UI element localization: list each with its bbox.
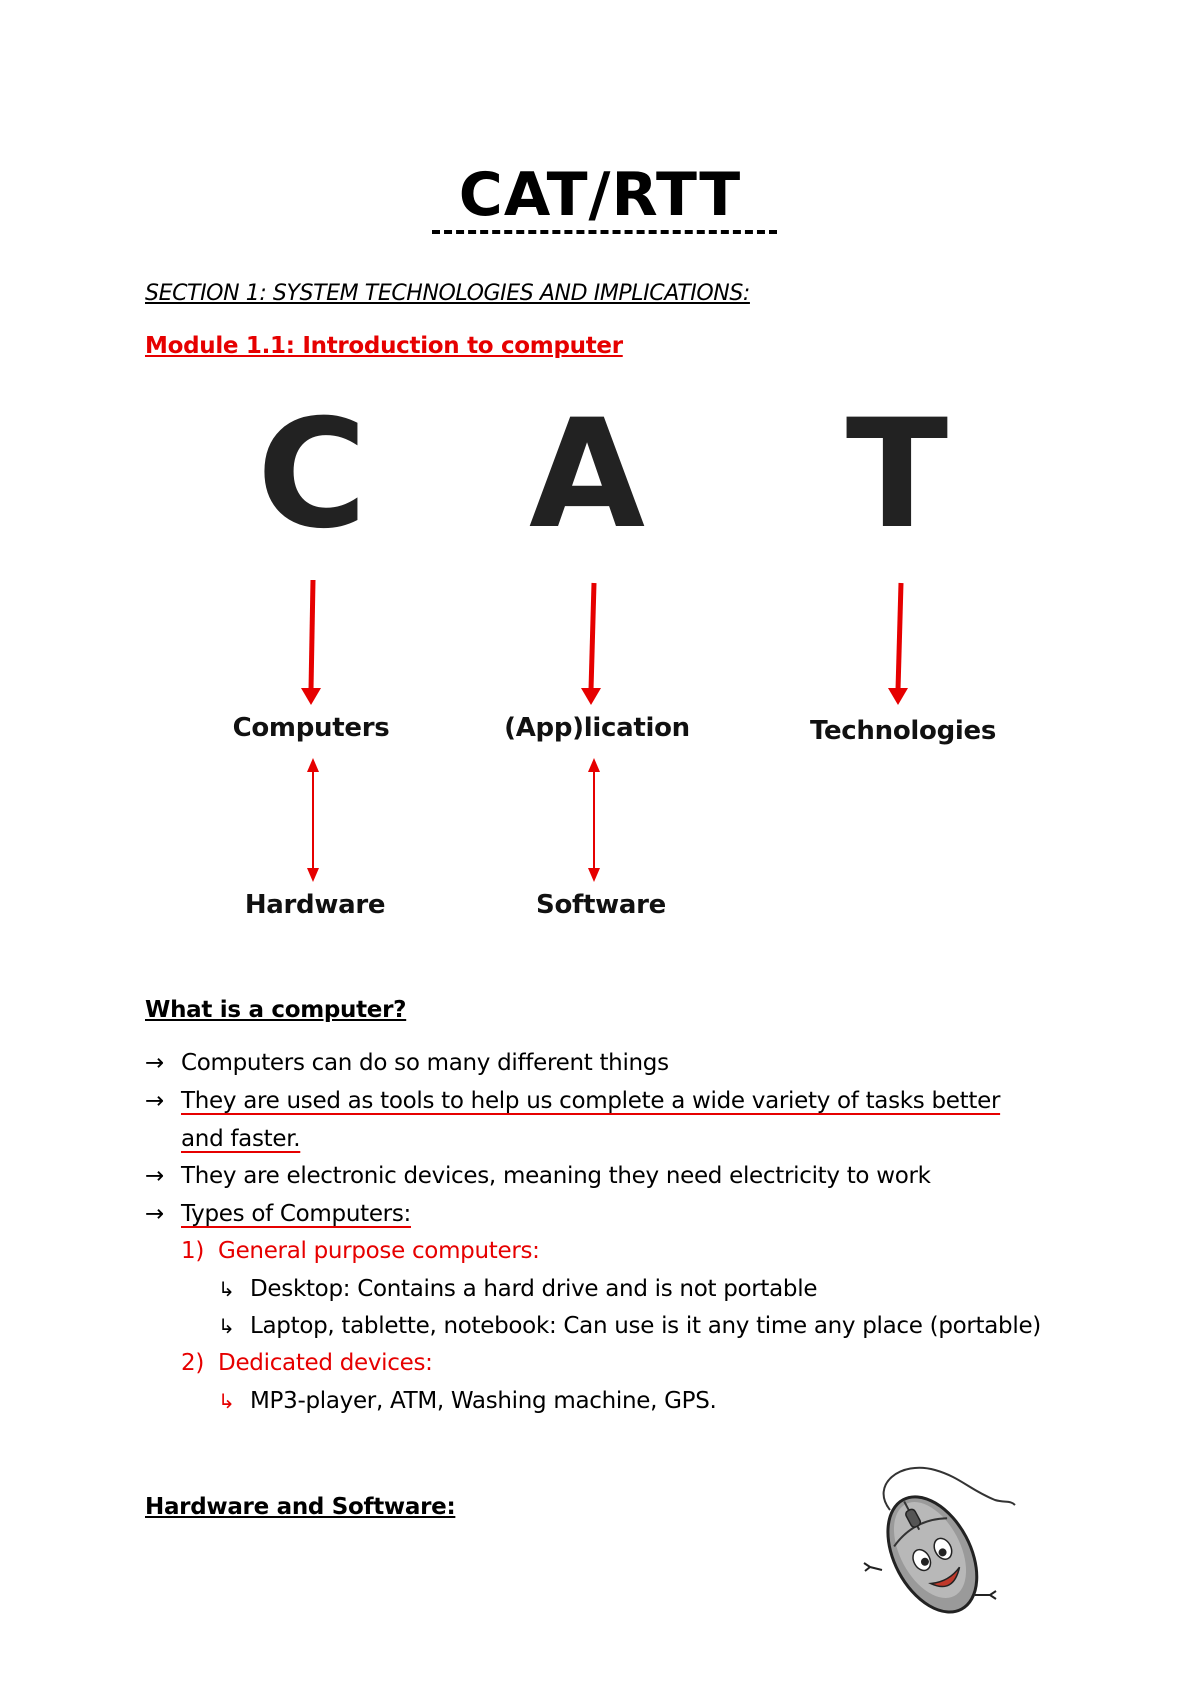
type-label: Dedicated devices: bbox=[218, 1350, 433, 1376]
letter-t: T bbox=[845, 388, 949, 562]
type-number: 2) bbox=[181, 1350, 205, 1376]
right-arrow-icon: → bbox=[145, 1088, 164, 1114]
word-hardware: Hardware bbox=[244, 890, 386, 920]
section-heading: SECTION 1: SYSTEM TECHNOLOGIES AND IMPLICATIONS: bbox=[145, 281, 750, 306]
word-application: (App)lication bbox=[504, 713, 690, 743]
type-number: 1) bbox=[181, 1238, 205, 1264]
down-arrow-computers bbox=[301, 580, 321, 705]
bullet-text: Computers can do so many different things bbox=[181, 1050, 669, 1076]
bullet-3 bbox=[145, 1163, 931, 1189]
right-arrow-icon: → bbox=[145, 1201, 164, 1227]
item-text: Desktop: Contains a hard drive and is not portable bbox=[250, 1276, 818, 1302]
type-1 bbox=[181, 1238, 540, 1264]
type-1-item-2 bbox=[218, 1313, 1041, 1339]
type-label: General purpose computers: bbox=[218, 1238, 540, 1264]
letter-c: C bbox=[256, 388, 368, 562]
double-arrow-computers-hardware bbox=[307, 758, 319, 882]
bullet-1 bbox=[145, 1050, 669, 1076]
module-heading: Module 1.1: Introduction to computer bbox=[145, 333, 623, 359]
bullet-text: and faster. bbox=[181, 1126, 301, 1152]
cartoon-mouse-illustration bbox=[860, 1455, 1020, 1625]
bullet-text: They are used as tools to help us complete a wide variety of tasks better bbox=[181, 1088, 1001, 1114]
bullet-4 bbox=[145, 1201, 411, 1227]
type-2 bbox=[181, 1350, 433, 1376]
type-1-item-1 bbox=[218, 1276, 817, 1302]
word-computers: Computers bbox=[232, 713, 390, 743]
item-text: Laptop, tablette, notebook: Can use is it any time any place (portable) bbox=[250, 1313, 1041, 1339]
word-technologies: Technologies bbox=[809, 716, 997, 746]
hook-arrow-icon: ↳ bbox=[218, 1314, 235, 1338]
word-software: Software bbox=[536, 890, 666, 920]
what-is-heading: What is a computer? bbox=[145, 997, 407, 1023]
bullet-2 bbox=[145, 1088, 1000, 1114]
bullet-text: They are electronic devices, meaning they need electricity to work bbox=[181, 1163, 931, 1189]
hardware-software-heading: Hardware and Software: bbox=[145, 1494, 456, 1520]
down-arrow-technologies bbox=[888, 583, 908, 705]
down-arrow-application bbox=[581, 583, 601, 705]
hook-arrow-icon: ↳ bbox=[218, 1389, 235, 1413]
right-arrow-icon: → bbox=[145, 1163, 164, 1189]
letter-a: A bbox=[528, 388, 646, 562]
right-arrow-icon: → bbox=[145, 1050, 164, 1076]
bullet-text: Types of Computers: bbox=[181, 1201, 411, 1227]
double-arrow-application-software bbox=[588, 758, 600, 882]
type-2-item-1 bbox=[218, 1388, 717, 1414]
item-text: MP3-player, ATM, Washing machine, GPS. bbox=[250, 1388, 717, 1414]
bullet-2-continued bbox=[181, 1126, 300, 1152]
document-title: CAT/RTT bbox=[458, 160, 742, 230]
hook-arrow-icon: ↳ bbox=[218, 1277, 235, 1301]
